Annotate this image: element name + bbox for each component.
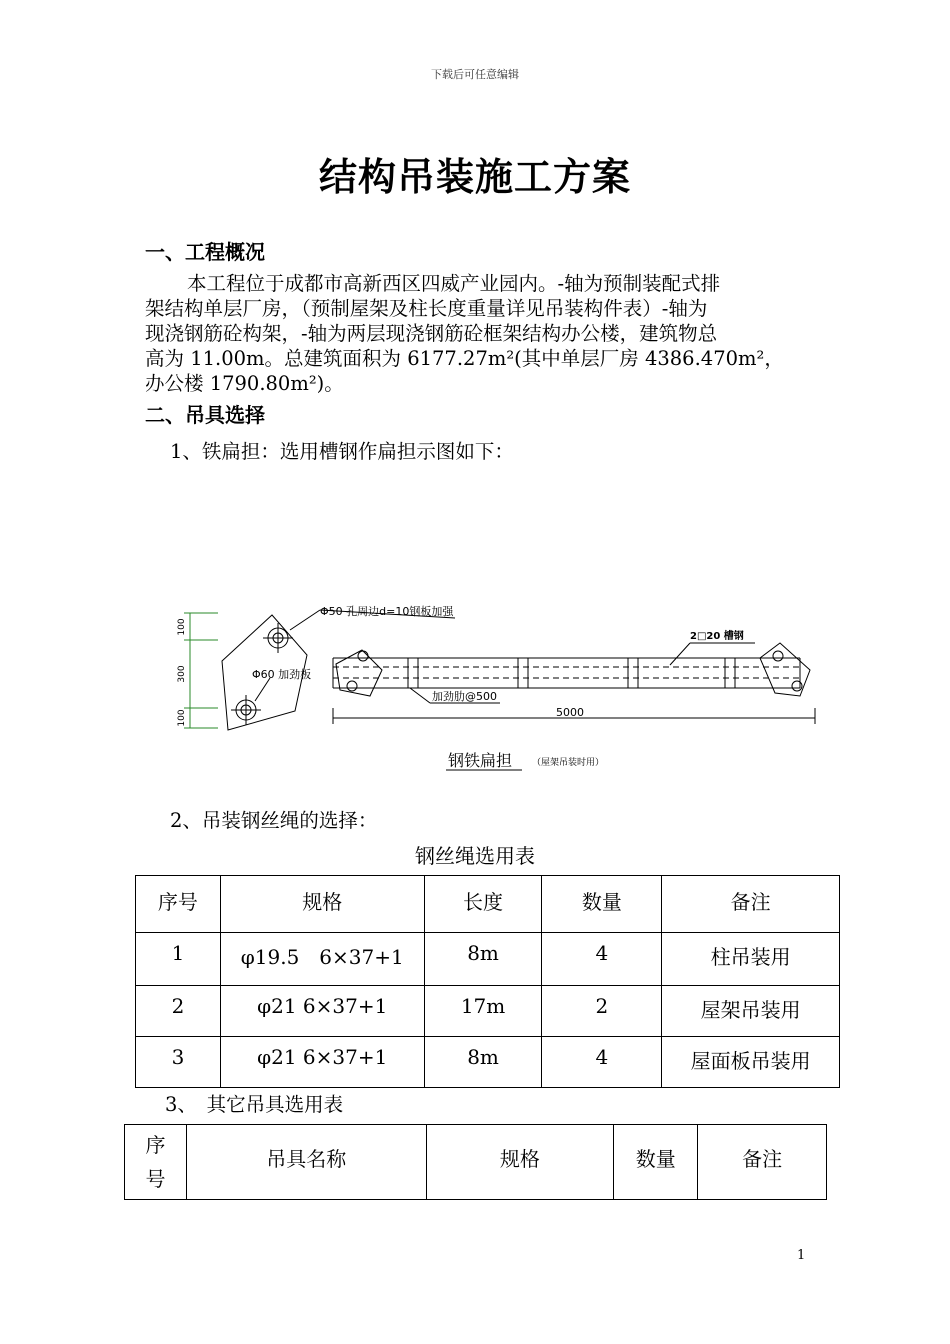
table-cell: 17m [424,986,542,1037]
table-cell: 2 [136,986,221,1037]
item-wire-rope: 2、吊装钢丝绳的选择： [170,809,378,832]
table-cell: 3 [136,1037,221,1088]
dim-mid-label: 300 [177,665,187,683]
hole-note: Φ50 孔周边d=10钢板加强 [320,605,454,618]
overview-paragraph [145,271,815,396]
table-cell: 4 [542,1037,662,1088]
document-title: 结构吊装施工方案 [318,155,631,199]
page-number: 1 [797,1248,806,1263]
header-cell: 序号 [125,1125,187,1200]
header-cell: 序号 [136,876,221,933]
plate-note: Φ60 加劲板 [252,668,312,681]
overview-line-1: 本工程位于成都市高新西区四威产业园内。-轴为预制装配式排 [187,272,721,295]
header-cell: 规格 [426,1125,614,1200]
table-row [136,986,840,1037]
table-cell: φ21 6×37+1 [220,986,424,1037]
overview-line-4: 高为 11.00m。总建筑面积为 6177.27m²(其中单层厂房 4386.470m²， [145,347,784,370]
length-dimension: 5000 [556,706,584,719]
channel-note: 2□20 槽钢 [690,631,744,642]
figure-caption-note: （屋架吊装时用） [532,758,605,768]
table-cell: 4 [542,933,662,986]
header-cell: 规格 [220,876,424,933]
wire-rope-table-caption: 钢丝绳选用表 [415,844,535,868]
stiffener-note: 加劲肋@500 [432,690,497,703]
table-cell: 柱吊装用 [662,933,840,986]
section-heading-overview: 一、工程概况 [145,240,265,264]
table-cell: φ19.5 6×37+1 [220,933,424,986]
header-cell: 备注 [662,876,840,933]
overview-line-5: 办公楼 1790.80m²)。 [145,372,344,395]
figure-caption: 钢铁扁担 [448,751,513,770]
overview-line-3: 现浇钢筋砼构架，-轴为两层现浇钢筋砼框架结构办公楼，建筑物总 [145,322,718,345]
item-spreader-beam: 1、铁扁担：选用槽钢作扁担示图如下： [170,440,514,463]
table-row [136,1037,840,1088]
header-cell: 备注 [698,1125,827,1200]
spreader-beam-drawing [170,598,820,778]
table-cell: 屋架吊装用 [662,986,840,1037]
page-header: 下载后可任意编辑 [431,68,519,81]
table-cell: φ21 6×37+1 [220,1037,424,1088]
table-row [136,933,840,986]
table-cell: 1 [136,933,221,986]
section-heading-rigging: 二、吊具选择 [145,403,265,427]
table-cell: 2 [542,986,662,1037]
table-cell: 8m [424,1037,542,1088]
other-rigging-table [124,1124,827,1200]
overview-line-2: 架结构单层厂房，（预制屋架及柱长度重量详见吊装构件表）-轴为 [145,297,708,320]
header-cell: 数量 [614,1125,698,1200]
dim-bottom-label: 100 [177,709,187,727]
table-cell: 8m [424,933,542,986]
header-cell: 长度 [424,876,542,933]
header-cell: 吊具名称 [186,1125,426,1200]
wire-rope-table [135,875,840,1088]
table-header-row [136,876,840,933]
item-other-rigging: 3、 其它吊具选用表 [165,1093,344,1116]
table-cell: 屋面板吊装用 [662,1037,840,1088]
header-cell: 数量 [542,876,662,933]
dim-top-label: 100 [177,618,187,636]
table-header-row [125,1125,827,1200]
